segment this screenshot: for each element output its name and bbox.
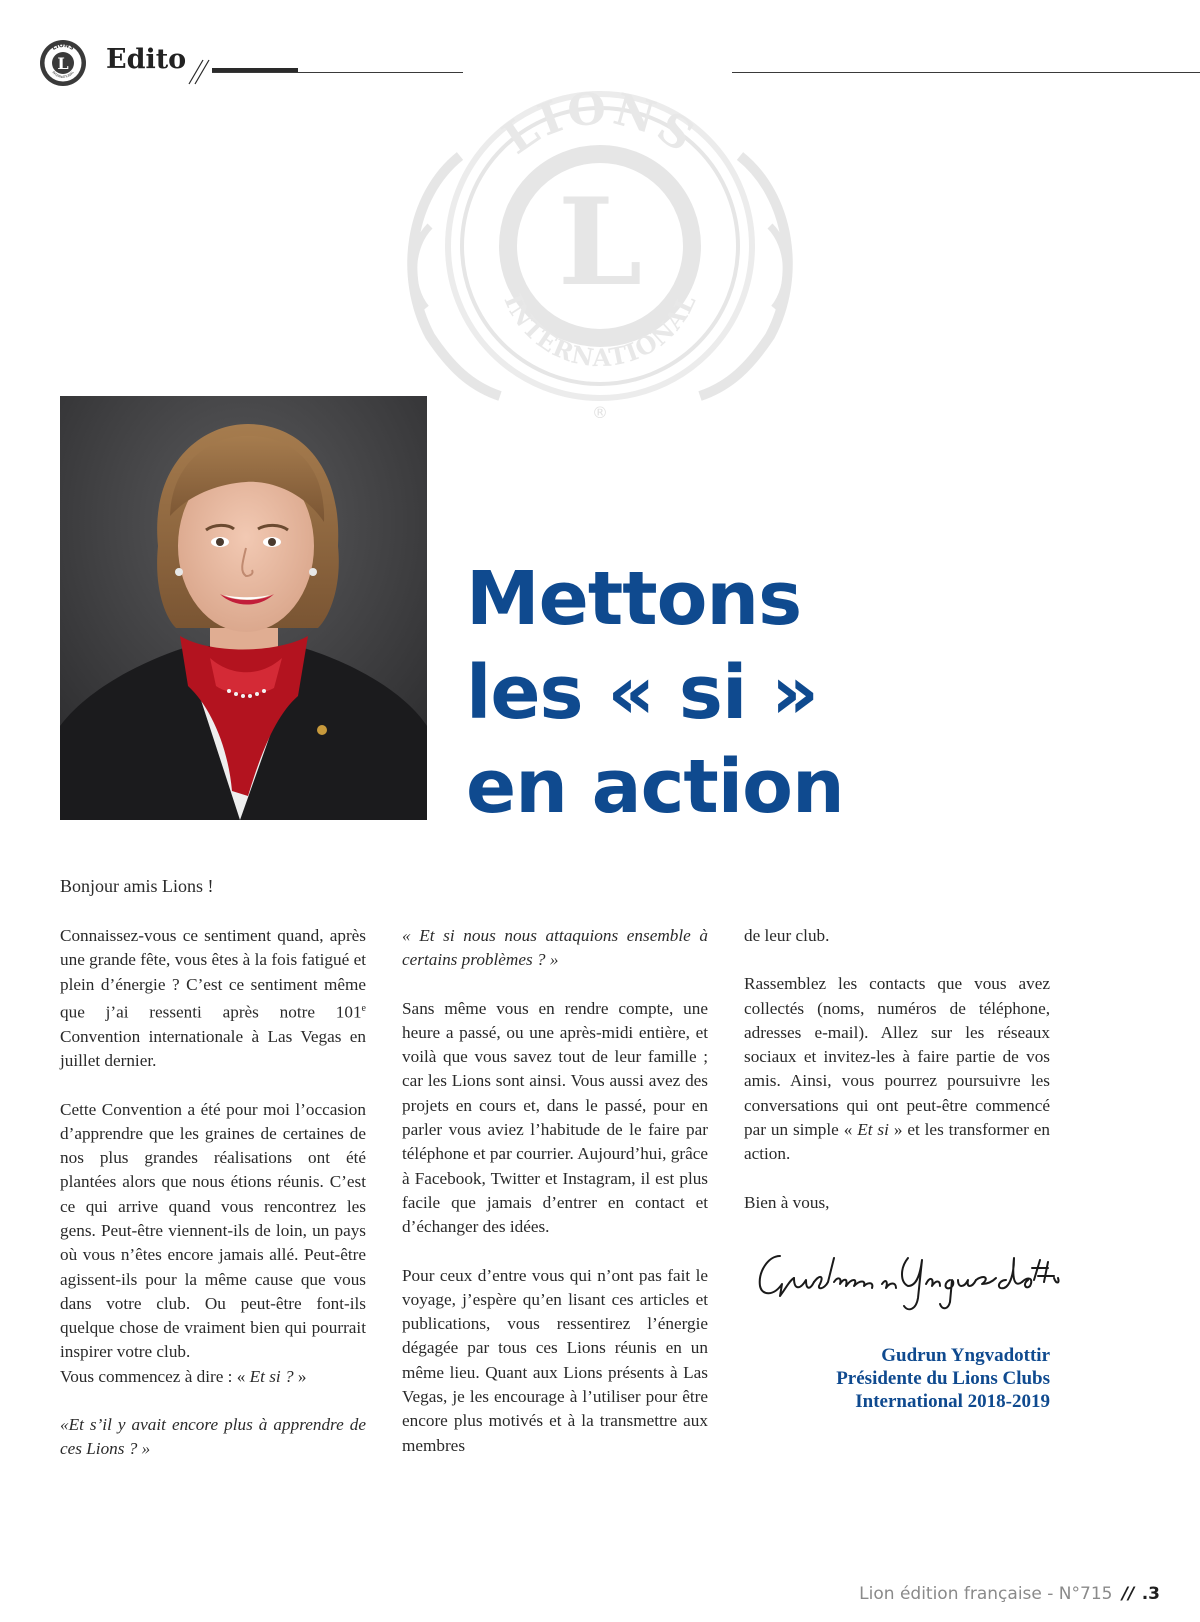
closing: Bien à vous, [744,1192,830,1212]
logo-bottom-text: INTERNATIONAL [51,70,75,80]
article-title [466,552,926,834]
handwritten-signature [750,1238,1060,1328]
title-line-1: Mettons [466,556,802,642]
col2-quote: « Et si nous nous attaquions ensemble à certains problèmes ? » [402,926,708,970]
col2-paragraph-2: Pour ceux d’entre vous qui n’ont pas fait le voyage, j’espère qu’en lisant ces articles et publications, vous ressentirez l’énergie dégagée par tous ces Lions réunis en un même lieu. Quant aux Lions présents à Las Vegas, je les encourage à l’utiliser pour être encore plus motivés et à la transmettre aux membres [402,1265,708,1455]
column-3 [744,924,1050,1239]
watermark-registered-mark: ® [592,403,608,422]
signature-name: Gudrun Yngvadottir [881,1345,1050,1366]
col1-paragraph-2: Cette Convention a été pour moi l’occasion d’apprendre que les graines de certaines de nos plus grandes réalisations ont été plantées alors que nous étions réunis. C’est ce qui arrive quand vous rencontrez les gens. Peut-être viennent-ils de loin, un pays où vous n’êtes encore jamais allé. Peut-être agissent-ils pour la même cause que vous dans votre club. Ou peut-être font-ils quelque chose de vraiment bien qui pourrait inspirer votre club. [60,1099,366,1362]
page-footer [859,1584,1160,1604]
page-number: .3 [1141,1584,1160,1604]
logo-top-text: LIONS [50,41,76,52]
watermark-letter: L [557,172,643,313]
portrait-illustration [60,396,427,820]
col1-paragraph-1: Connaissez-vous ce sentiment quand, après une grande fête, vous êtes à la fois fatigué et plein d’énergie ? C’est ce sentiment même que j’ai ressenti après notre 101e Convention internationale à Las Vegas en juillet dernier. [60,926,366,1071]
section-label: Edito [106,44,187,75]
col2-paragraph-1: Sans même vous en rendre compte, une heure a passé, ou une après-midi entière, et voilà que vous savez tout de leur famille ; car les Lions sont ainsi. Vous aussi avez des projets en cours et, dans le passé, pour en parler vous aviez l’habitude de le faire par téléphone et par courrier. Aujourd’hui, grâce à Facebook, Twitter et Instagram, il est plus facile que jamais d’entrer en contact et d’échanger des idées. [402,998,708,1237]
portrait-photo [60,396,427,820]
logo-letter: L [57,54,69,73]
title-line-2: les « si » [466,650,818,736]
watermark-top-text: LIONS [493,82,707,165]
lions-logo-icon [38,38,88,88]
title-line-3: en action [466,744,844,830]
lions-watermark-logo [390,46,810,436]
signature-title-2: International 2018-2019 [855,1391,1050,1412]
column-1 [60,924,366,1486]
col3-paragraph-1: de leur club. [744,926,830,945]
footer-publication: Lion édition française - N°715 [859,1584,1113,1604]
signature-block [836,1344,1050,1413]
signature-title-1: Présidente du Lions Clubs [836,1368,1050,1389]
watermark-bottom-text: INTERNATIONAL [498,289,702,373]
column-2 [402,924,708,1482]
col1-quote: «Et s’il y avait encore plus à apprendre de ces Lions ? » [60,1415,366,1459]
footer-separator: // [1121,1584,1135,1604]
col1-paragraph-2-last: Vous commencez à dire : « Et si ? » [60,1366,307,1386]
col3-paragraph-2: Rassemblez les contacts que vous avez collectés (noms, numéros de téléphone, adresses e-mail). Allez sur les réseaux sociaux et invitez-les à faire partie de vos amis. Ainsi, vous pourrez poursuivre les conversations qui ont peut-être commencé par un simple « Et si » et les transformer en action. [744,974,1050,1164]
greeting: Bonjour amis Lions ! [60,876,214,896]
